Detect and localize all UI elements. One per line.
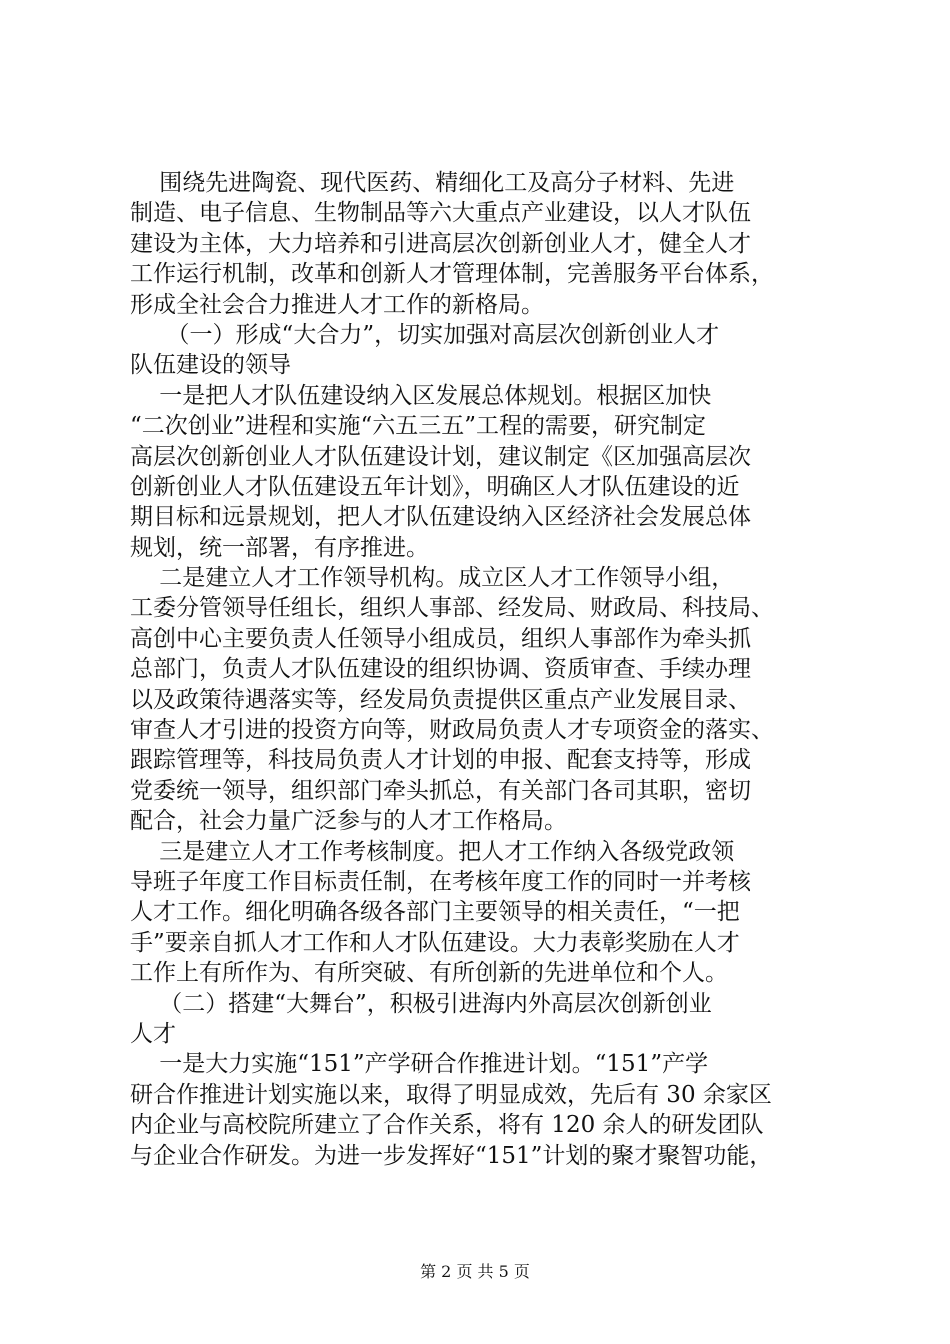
- text-line: 导班子年度工作目标责任制，在考核年度工作的同时一并考核: [130, 868, 751, 895]
- text-line: 配合，社会力量广泛参与的人才工作格局。: [130, 808, 567, 835]
- section-heading-line: （二）搭建“大舞台”，积极引进海内外高层次创新创业: [130, 990, 712, 1017]
- text-line: 期目标和远景规划，把人才队伍建设纳入区经济社会发展总体: [130, 504, 751, 531]
- text-line: 审查人才引进的投资方向等，财政局负责人才专项资金的落实、: [130, 717, 774, 744]
- text-line: 一是把人才队伍建设纳入区发展总体规划。根据区加快: [130, 382, 712, 409]
- text-line: 建设为主体，大力培养和引进高层次创新创业人才，健全人才: [130, 230, 751, 257]
- text-line: 工作上有所作为、有所突破、有所创新的先进单位和个人。: [130, 960, 728, 987]
- text-line: 高创中心主要负责人任领导小组成员，组织人事部作为牵头抓: [130, 625, 751, 652]
- text-line: 围绕先进陶瓷、现代医药、精细化工及高分子材料、先进: [130, 170, 735, 196]
- text-line: 内企业与高校院所建立了合作关系，将有 120 余人的研发团队: [130, 1112, 764, 1139]
- section-heading-line: （一）形成“大合力”，切实加强对高层次创新创业人才: [130, 321, 720, 348]
- text-line: 高层次创新创业人才队伍建设计划，建议制定《区加强高层次: [130, 443, 751, 470]
- text-line: 手”要亲自抓人才工作和人才队伍建设。大力表彰奖励在人才: [130, 929, 740, 956]
- text-line: 人才工作。细化明确各级各部门主要领导的相关责任，“一把: [130, 899, 740, 926]
- text-line: 工委分管领导任组长，组织人事部、经发局、财政局、科技局、: [130, 595, 774, 622]
- text-line: 规划，统一部署，有序推进。: [130, 534, 429, 561]
- text-line: 工作运行机制，改革和创新人才管理体制，完善服务平台体系，: [130, 261, 774, 288]
- text-line: 与企业合作研发。为进一步发挥好“151”计划的聚才聚智功能，: [130, 1142, 773, 1169]
- section-heading-line: 人才: [130, 1020, 176, 1047]
- text-line: 制造、电子信息、生物制品等六大重点产业建设，以人才队伍: [130, 200, 751, 227]
- text-line: 一是大力实施“151”产学研合作推进计划。“151”产学: [130, 1051, 709, 1078]
- text-line: “二次创业”进程和实施“六五三五”工程的需要，研究制定: [130, 413, 707, 440]
- page-number-footer: 第 2 页 共 5 页: [420, 1262, 530, 1281]
- document-body: [130, 168, 830, 1171]
- section-heading-line: 队伍建设的领导: [130, 352, 291, 379]
- text-line: 二是建立人才工作领导机构。成立区人才工作领导小组，: [130, 565, 735, 592]
- text-line: 研合作推进计划实施以来，取得了明显成效，先后有 30 余家区: [130, 1081, 772, 1108]
- text-line: 以及政策待遇落实等，经发局负责提供区重点产业发展目录、: [130, 686, 751, 713]
- text-line: 党委统一领导，组织部门牵头抓总，有关部门各司其职，密切: [130, 777, 751, 804]
- text-line: 总部门，负责人才队伍建设的组织协调、资质审查、手续办理: [130, 656, 751, 683]
- text-line: 形成全社会合力推进人才工作的新格局。: [130, 291, 544, 318]
- text-line: 三是建立人才工作考核制度。把人才工作纳入各级党政领: [130, 838, 735, 865]
- text-line: 跟踪管理等，科技局负责人才计划的申报、配套支持等，形成: [130, 747, 751, 774]
- text-line: 创新创业人才队伍建设五年计划》，明确区人才队伍建设的近: [130, 473, 740, 500]
